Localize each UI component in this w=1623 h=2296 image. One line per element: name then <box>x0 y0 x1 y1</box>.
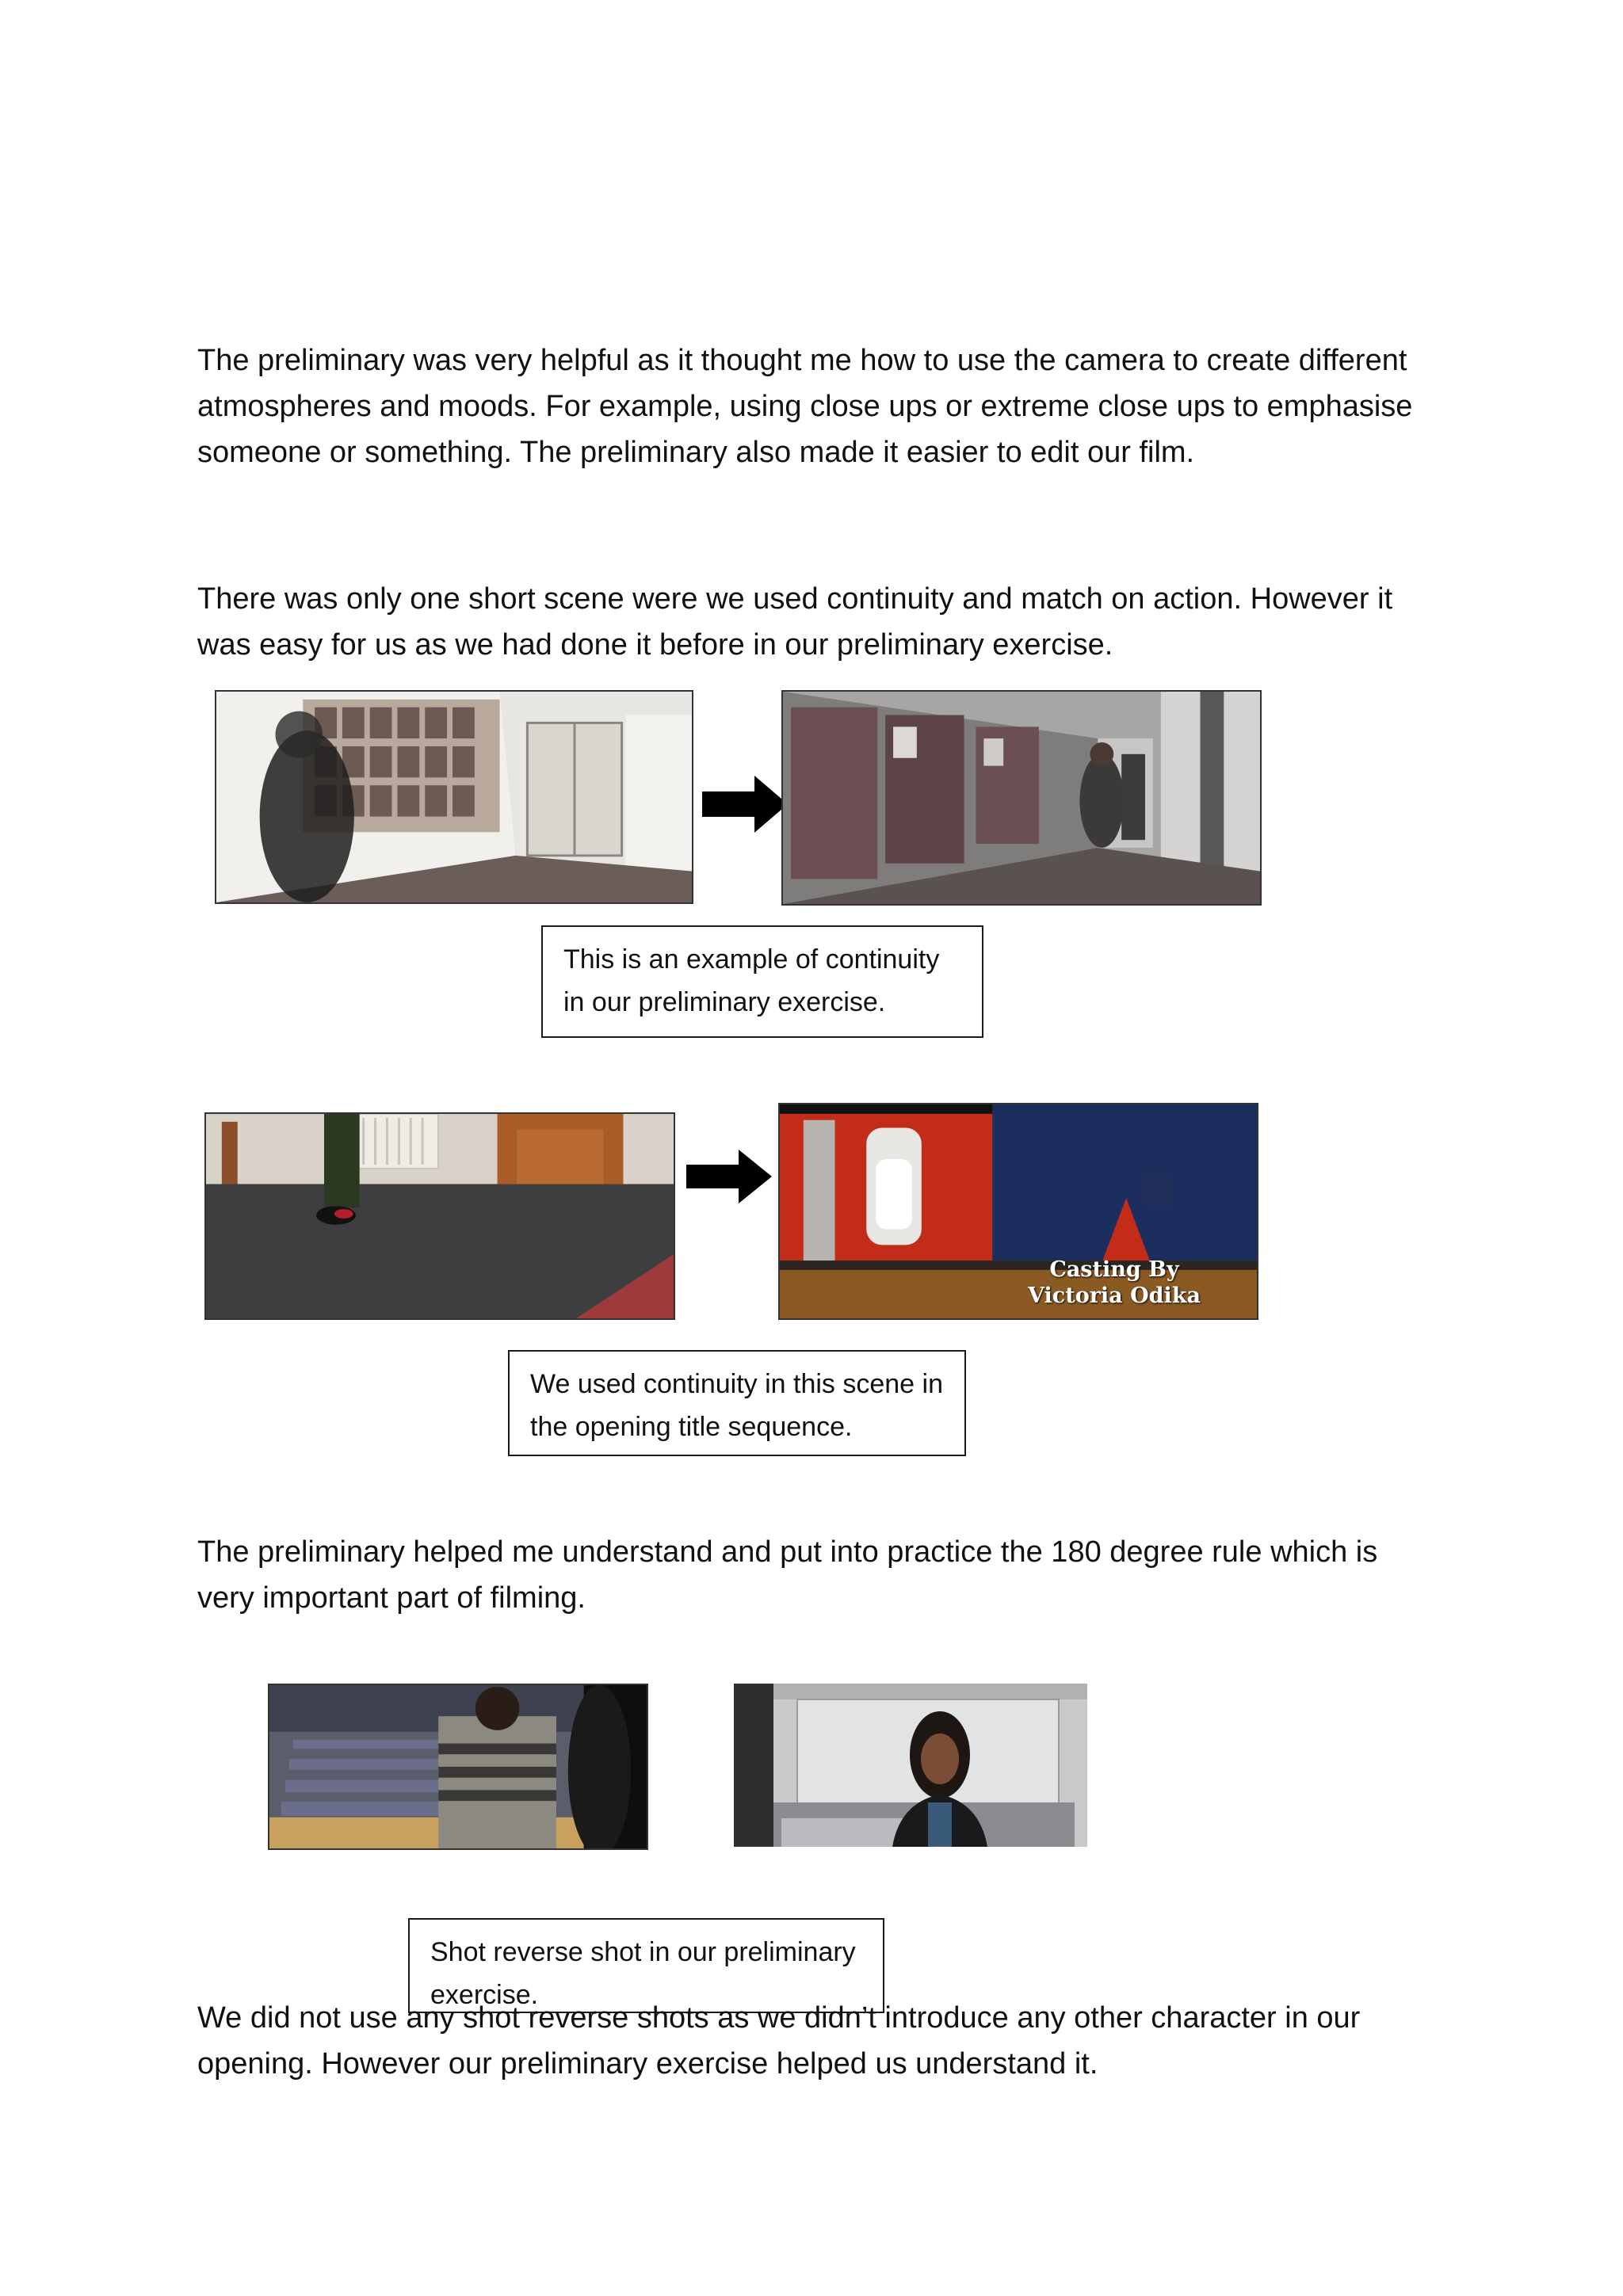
right-arrow-icon <box>686 1150 772 1203</box>
lecture-room-photo <box>268 1684 648 1850</box>
paragraph-continuity-scene: There was only one short scene were we used continuity and match on action. However it was easy for us as we had done it before in our preliminary exercise. <box>197 582 1393 662</box>
paragraph-preliminary-helpful: The preliminary was very helpful as it thought me how to use the camera to create different atmospheres and moods. For example, using close ups or extreme close ups to emphasise someone or something. The preliminary also made it easier to edit our film. <box>197 344 1413 469</box>
paragraph-180-rule: The preliminary helped me understand and put into practice the 180 degree rule which is very important part of filming. <box>197 1535 1378 1615</box>
doorway-feet-photo <box>204 1112 675 1320</box>
paragraph-no-shot-reverse: We did not use any shot reverse shots as we didn’t introduce any other character in our opening. However our preliminary exercise helped us understand it. <box>197 2001 1361 2081</box>
corridor-photo-1 <box>215 690 693 904</box>
caption-continuity-preliminary: This is an example of continuity in our preliminary exercise. <box>541 925 983 1038</box>
corridor-photo-2 <box>781 690 1262 906</box>
credit-line-2: Victoria Odika <box>1028 1283 1201 1308</box>
interview-photo <box>734 1684 1087 1847</box>
credit-line-1: Casting By <box>1049 1257 1179 1282</box>
caption-continuity-title: We used continuity in this scene in the opening title sequence. <box>508 1350 966 1456</box>
title-sequence-photo <box>778 1103 1258 1320</box>
right-arrow-icon <box>702 776 788 833</box>
caption-shot-reverse-shot: Shot reverse shot in our preliminary exercise. <box>408 1918 884 2013</box>
